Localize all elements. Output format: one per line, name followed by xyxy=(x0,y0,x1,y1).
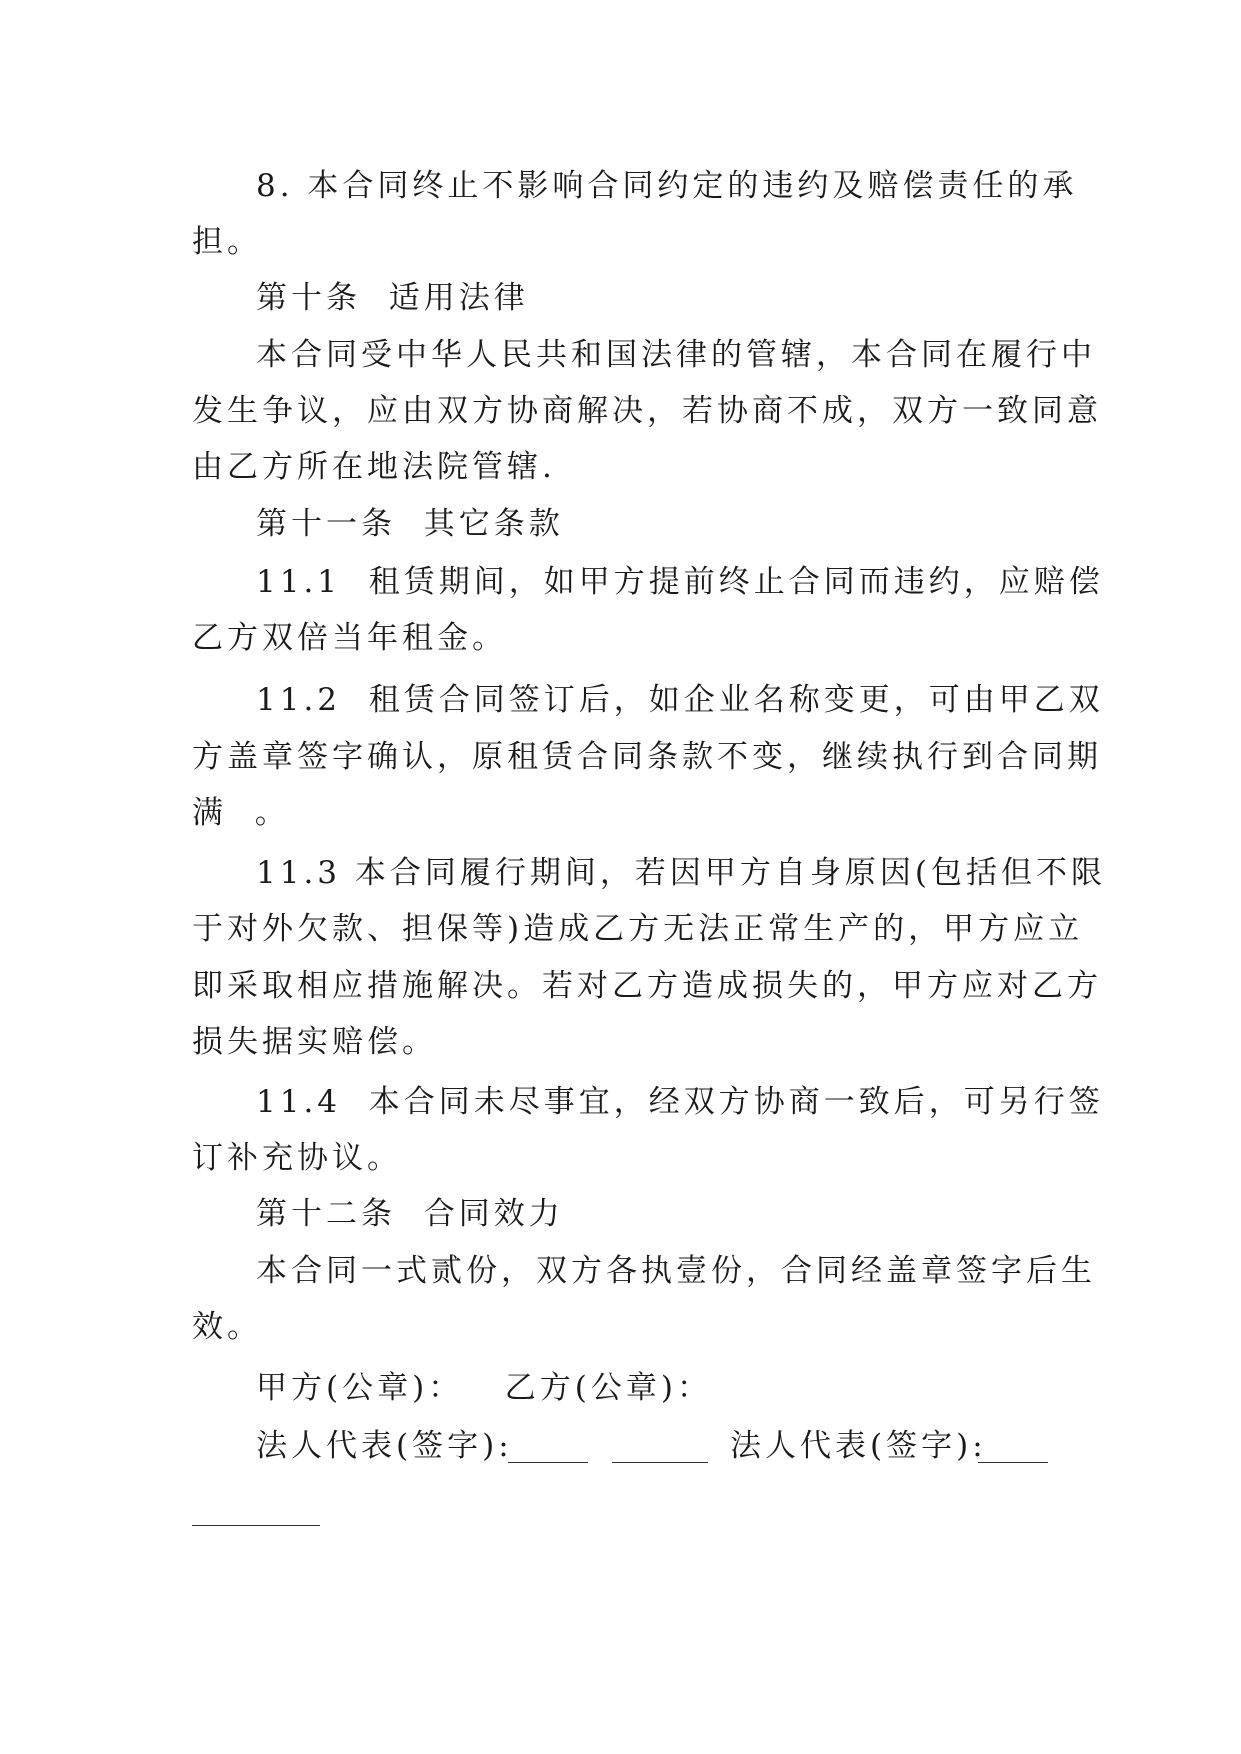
clause-11-3-line-1: 11.3 本合同履行期间，若因甲方自身原因(包括但不限 xyxy=(256,855,1106,891)
clause-8-line-2: 担。 xyxy=(192,224,262,260)
article-12-heading: 第十二条 合同效力 xyxy=(256,1196,564,1232)
legal-rep-label-party-b: 法人代表(签字): xyxy=(730,1428,987,1464)
clause-11-4-line-1: 11.4 本合同未尽事宜，经双方协商一致后，可另行签 xyxy=(256,1084,1104,1120)
article-10-line-3: 由乙方所在地法院管辖. xyxy=(192,449,556,485)
clause-11-3-line-2: 于对外欠款、担保等)造成乙方无法正常生产的，甲方应立 xyxy=(192,911,1084,947)
clause-11-2-line-2: 方盖章签字确认，原租赁合同条款不变，继续执行到合同期 xyxy=(192,739,1102,775)
clause-11-2-line-1: 11.2 租赁合同签订后，如企业名称变更，可由甲乙双 xyxy=(256,682,1104,718)
clause-11-3-line-3: 即采取相应措施解决。若对乙方造成损失的，甲方应对乙方 xyxy=(192,968,1102,1004)
signature-blank-party-b-continued xyxy=(192,1525,320,1526)
article-11-heading: 第十一条 其它条款 xyxy=(256,506,564,542)
article-10-line-1: 本合同受中华人民共和国法律的管辖，本合同在履行中 xyxy=(256,337,1096,373)
signature-blank-party-b xyxy=(978,1462,1048,1463)
legal-rep-label-party-a: 法人代表(签字): xyxy=(256,1428,513,1464)
seal-line: 甲方(公章)： 乙方(公章)： xyxy=(256,1370,712,1406)
article-12-line-2: 效。 xyxy=(192,1309,262,1345)
clause-11-1-line-2: 乙方双倍当年租金。 xyxy=(192,620,507,656)
clause-11-2-line-3: 满 。 xyxy=(192,795,290,831)
signature-blank-party-a-extended xyxy=(612,1462,708,1463)
clause-11-3-line-4: 损失据实赔偿。 xyxy=(192,1024,437,1060)
clause-11-4-line-2: 订补充协议。 xyxy=(192,1140,402,1176)
article-10-line-2: 发生争议，应由双方协商解决，若协商不成，双方一致同意 xyxy=(192,393,1102,429)
clause-8-line-1: 8. 本合同终止不影响合同约定的违约及赔偿责任的承 xyxy=(256,168,1078,204)
clause-11-1-line-1: 11.1 租赁期间，如甲方提前终止合同而违约，应赔偿 xyxy=(256,564,1104,600)
signature-blank-party-a xyxy=(508,1462,588,1463)
article-10-heading: 第十条 适用法律 xyxy=(256,280,529,316)
article-12-line-1: 本合同一式贰份，双方各执壹份，合同经盖章签字后生 xyxy=(256,1253,1096,1289)
